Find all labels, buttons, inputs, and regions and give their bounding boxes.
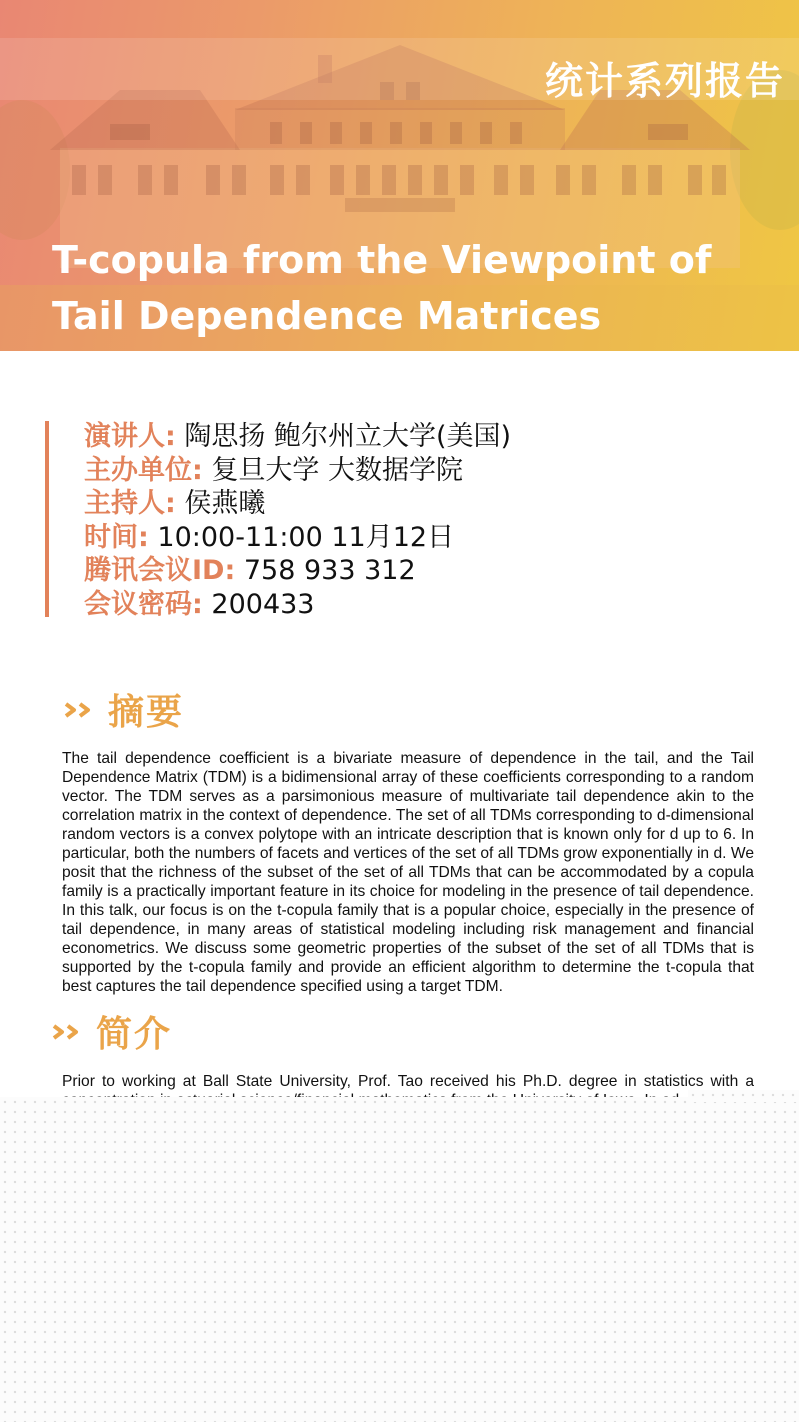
host-org-row <box>84 454 774 488</box>
dotted-background <box>0 1097 799 1422</box>
series-title: 统计系列报告 <box>544 59 785 103</box>
talk-title: T-copula from the Viewpoint of Tail Dependence Matrices <box>52 238 712 338</box>
bio-text: Prior to working at Ball State University, Prof. Tao received his Ph.D. degree in statistics with a <box>62 1073 754 1090</box>
time-row <box>84 521 774 555</box>
time-value: 10:00-11:00 11月12日 <box>157 521 455 553</box>
meeting-id-row <box>84 554 774 588</box>
password-row <box>84 588 774 622</box>
double-chevron-icon <box>52 1023 82 1041</box>
moderator-row <box>84 487 774 521</box>
moderator-label: 主持人: <box>84 488 176 519</box>
meeting-id-value: 758 933 312 <box>243 555 416 586</box>
dotted-background-tab <box>688 1090 799 1102</box>
info-accent-bar <box>45 421 49 617</box>
speaker-value: 陶思扬 鲍尔州立大学(美国) <box>184 421 512 452</box>
abstract-heading-label: 摘要 <box>108 692 185 733</box>
host-org-label: 主办单位: <box>84 454 203 486</box>
double-chevron-icon <box>64 701 94 719</box>
password-label: 会议密码: <box>84 588 203 620</box>
abstract-text: The tail dependence coefficient is a bivariate measure of dependence in the tail, and the Tail Dependence Matrix (TDM) is a bidimensional array of these coefficients corresponding to a random vector. The TDM serves as a parsimonious measure of multivariate tail dependence akin to the correlation matrix in the context of dependence. The set of all TDMs corresponding to d-dimensional random vectors is a convex polytope with an intricate description that is known only for d up to 6. In particular, both the numbers of facets and vertices of the set of all TDMs grow exponentially in d. We posit that the richness of the subset of the set of all TDMs that can be accommodated by a copula family is a practically important feature in its choice for modeling in the presence of tail dependence. In this talk, our focus is on the t-copula family that is a popular choice, especially in the presence of tail dependence, in many areas of statistical modeling including risk management and financial econometrics. We discuss some geometric properties of the subset of the set of all TDMs that is supported by the t-copula family and provide an efficient algorithm to determine the t-copula that best captures the tail dependence specified using a target TDM. <box>62 750 754 995</box>
bio-heading <box>52 1006 172 1057</box>
password-value: 200433 <box>211 588 315 620</box>
bio-heading-label: 简介 <box>96 1014 173 1055</box>
speaker-label: 演讲人: <box>84 421 176 452</box>
hero-banner <box>0 0 799 351</box>
abstract-heading <box>64 684 184 735</box>
event-info <box>84 420 774 621</box>
moderator-value: 侯燕曦 <box>184 488 266 519</box>
speaker-row <box>84 420 774 454</box>
host-org-value: 复旦大学 大数据学院 <box>211 454 463 486</box>
meeting-id-label: 腾讯会议ID: <box>84 555 236 586</box>
time-label: 时间: <box>84 521 149 553</box>
